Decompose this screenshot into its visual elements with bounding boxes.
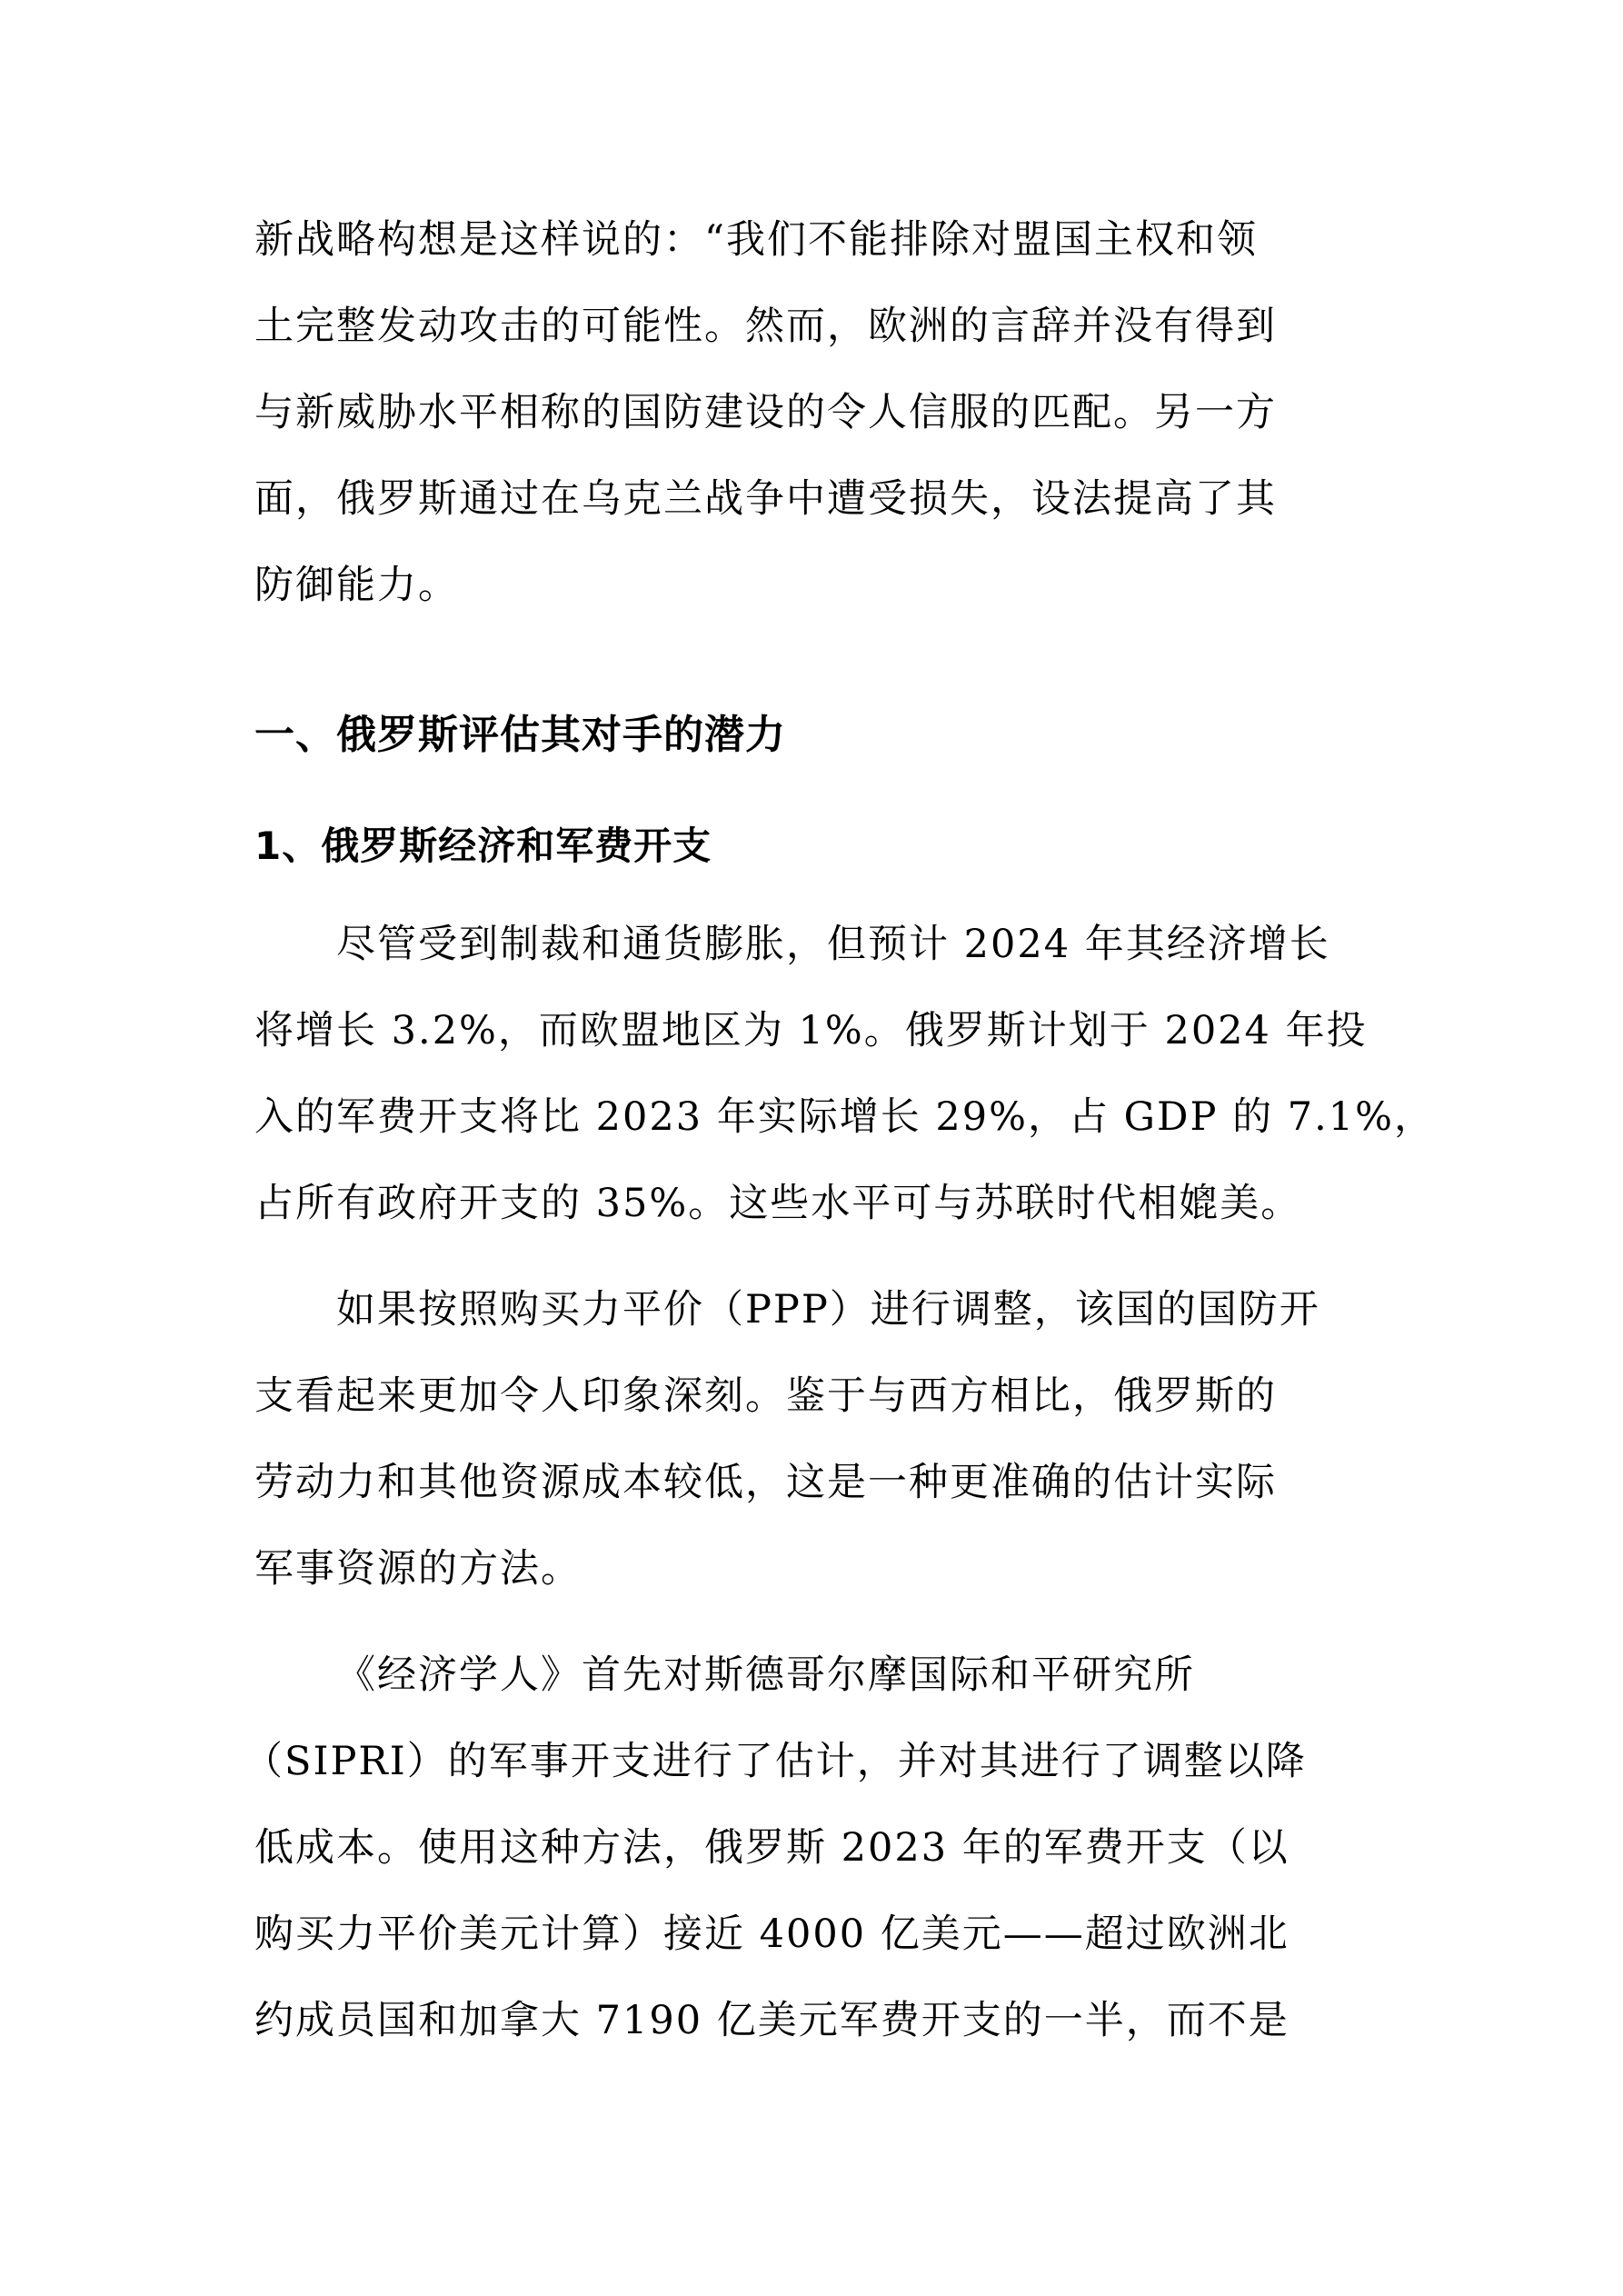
intro-line-3: 与新威胁水平相称的国防建设的令人信服的匹配。另一方 — [254, 390, 1277, 435]
section-heading: 一、俄罗斯评估其对手的潜力 — [254, 712, 786, 758]
intro-line-5: 防御能力。 — [254, 563, 459, 608]
paragraph-2-line-3: 劳动力和其他资源成本较低，这是一种更准确的估计实际 — [254, 1460, 1277, 1505]
paragraph-2-line-4: 军事资源的方法。 — [254, 1546, 582, 1592]
paragraph-3-line-3: 低成本。使用这种方法，俄罗斯 2023 年的军费开支（以 — [254, 1825, 1289, 1871]
paragraph-1-line-4: 占所有政府开支的 35%。这些水平可与苏联时代相媲美。 — [254, 1181, 1302, 1226]
paragraph-3-line-5: 约成员国和加拿大 7190 亿美元军费开支的一半，而不是 — [254, 1998, 1289, 2043]
paragraph-1-line-2: 将增长 3.2%，而欧盟地区为 1%。俄罗斯计划于 2024 年投 — [254, 1008, 1368, 1053]
paragraph-1-line-3: 入的军费开支将比 2023 年实际增长 29%，占 GDP 的 7.1%， — [254, 1094, 1436, 1140]
paragraph-3-line-1: 《经济学人》首先对斯德哥尔摩国际和平研究所 — [336, 1652, 1195, 1698]
intro-line-2: 土完整发动攻击的可能性。然而，欧洲的言辞并没有得到 — [254, 304, 1277, 349]
intro-line-4: 面，俄罗斯通过在乌克兰战争中遭受损失，设法提高了其 — [254, 476, 1277, 522]
paragraph-3-line-4: 购买力平价美元计算）接近 4000 亿美元——超过欧洲北 — [254, 1912, 1289, 1957]
paragraph-1-line-1: 尽管受到制裁和通货膨胀，但预计 2024 年其经济增长 — [336, 922, 1330, 967]
subsection-heading: 1、俄罗斯经济和军费开支 — [254, 824, 712, 868]
intro-line-1: 新战略构想是这样说的：“我们不能排除对盟国主权和领 — [254, 217, 1258, 263]
paragraph-3-line-2: （SIPRI）的军事开支进行了估计，并对其进行了调整以降 — [244, 1739, 1307, 1784]
paragraph-2-line-2: 支看起来更加令人印象深刻。鉴于与西方相比，俄罗斯的 — [254, 1373, 1277, 1419]
paragraph-2-line-1: 如果按照购买力平价（PPP）进行调整，该国的国防开 — [336, 1287, 1320, 1333]
